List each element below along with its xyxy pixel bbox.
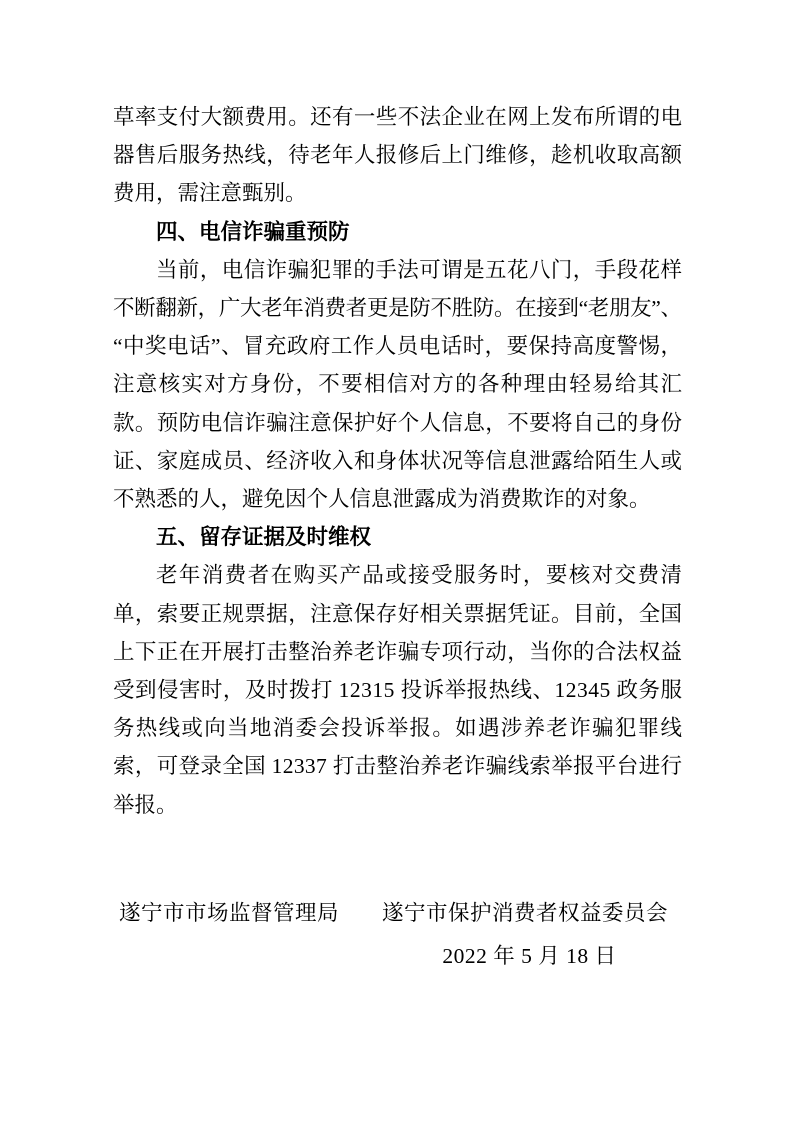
body-line: 不熟悉的人，避免因个人信息泄露成为消费欺诈的对象。 (113, 487, 651, 512)
section-heading: 五、留存证据及时维权 (156, 525, 372, 550)
body-line: 证、家庭成员、经济收入和身体状况等信息泄露给陌生人或 (113, 448, 683, 473)
date-row (113, 937, 682, 975)
body-line: 上下正在开展打击整治养老诈骗专项行动，当你的合法权益 (113, 639, 683, 664)
section-heading: 四、电信诈骗重预防 (156, 219, 350, 244)
body-line: 单，索要正规票据，注意保存好相关票据凭证。目前，全国 (113, 601, 683, 626)
body-line: 草率支付大额费用。还有一些不法企业在网上发布所谓的电 (113, 105, 683, 129)
body-line: “中奖电话”、冒充政府工作人员电话时，要保持高度警惕， (113, 334, 683, 359)
signature-org-right: 遂宁市保护消费者权益委员会 (381, 901, 668, 925)
body-line: 不断翻新，广大老年消费者更是防不胜防。在接到“老朋友”、 (113, 296, 682, 321)
body-line: 索，可登录全国 12337 打击整治养老诈骗线索举报平台进行 (113, 754, 683, 779)
body-line: 器售后服务热线，待老年人报修后上门维修，趁机收取高额 (113, 143, 683, 168)
document-body (113, 98, 682, 824)
body-line: 当前，电信诈骗犯罪的手法可谓是五花八门，手段花样 (156, 257, 683, 282)
signature-date: 2022 年 5 月 18 日 (442, 944, 617, 968)
body-line: 受到侵害时，及时拨打 12315 投诉举报热线、12345 政务服 (113, 678, 683, 703)
body-line: 款。预防电信诈骗注意保护好个人信息，不要将自己的身份 (113, 410, 683, 435)
body-line: 费用，需注意甄别。 (113, 181, 307, 206)
body-line: 务热线或向当地消委会投诉举报。如遇涉养老诈骗犯罪线 (113, 716, 684, 741)
body-line: 注意核实对方身份，不要相信对方的各种理由轻易给其汇 (113, 372, 684, 397)
body-line: 举报。 (113, 792, 178, 817)
signature-org-left: 遂宁市市场监督管理局 (119, 901, 340, 925)
signature-row (113, 894, 682, 932)
body-line: 老年消费者在购买产品或接受服务时，要核对交费清 (156, 563, 684, 588)
